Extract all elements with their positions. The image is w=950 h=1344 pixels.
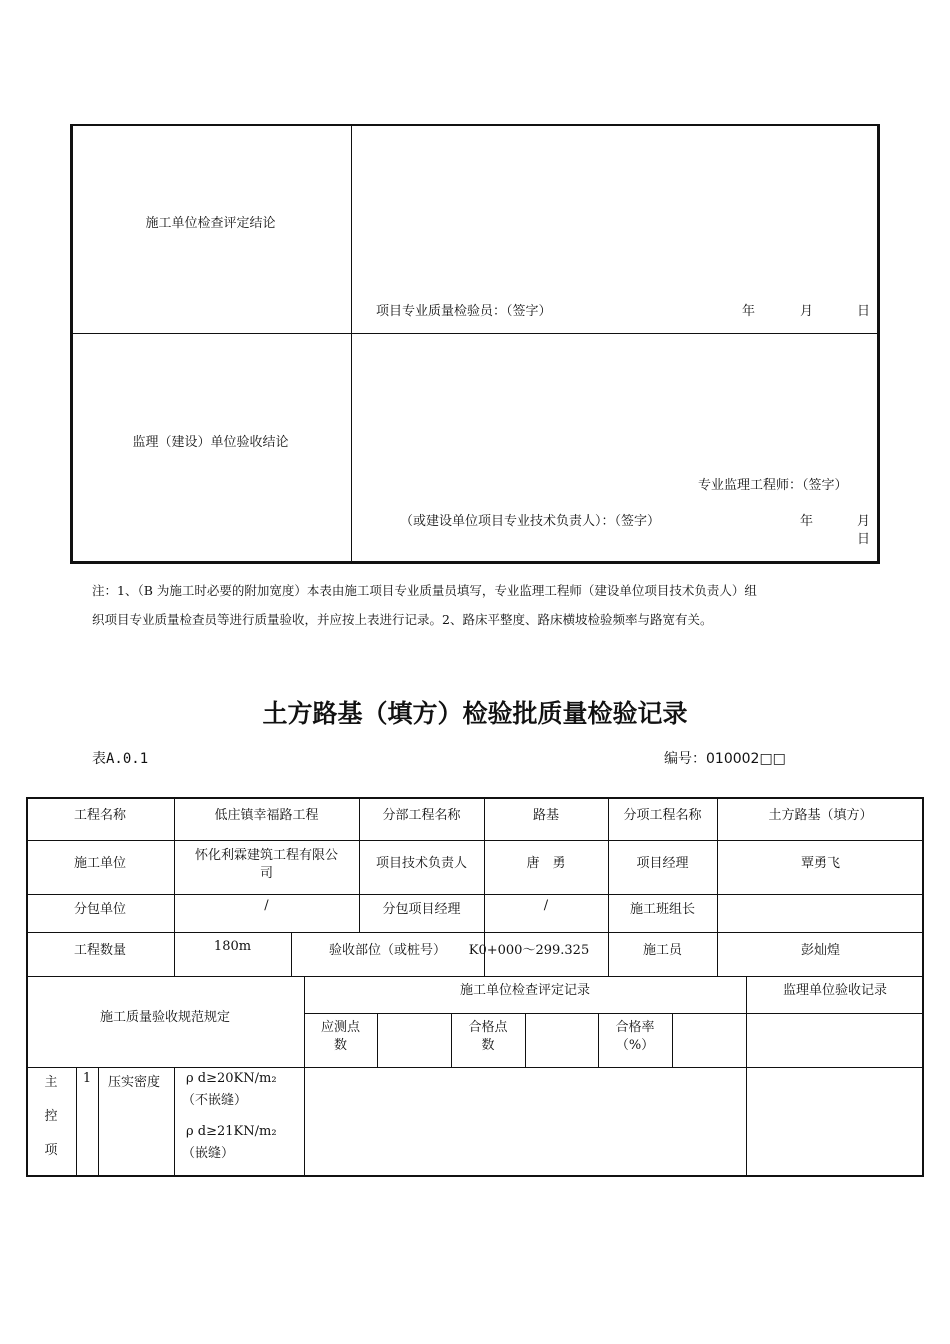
table-divider [377,1013,378,1067]
construction-unit-label: 施工单位 [73,856,126,871]
table-border [70,124,880,126]
conclusion-table [70,124,880,564]
construction-conclusion-label: 施工单位检查评定结论 [145,216,276,231]
item-project-label: 分项工程名称 [623,808,702,823]
table-border [70,561,880,564]
table-border [26,797,924,799]
construction-record-label: 施工单位检查评定记录 [459,983,590,998]
sub-pm-value: / [543,898,549,913]
sub-pm-label: 分包项目经理 [382,902,461,917]
location-value: K0+000～299.325 [468,943,590,958]
table-divider [98,1067,99,1177]
worker-label: 施工员 [642,943,682,958]
qualified-points-label: 数 [481,1038,495,1053]
requirement-line: ρ d≥21KN/m₂ [186,1124,277,1139]
inspector-sign-label: 项目专业质量检验员：（签字） [376,304,552,319]
project-manager-label: 项目经理 [636,856,689,871]
date-month: 月 [857,514,871,529]
table-divider [351,124,352,564]
table-divider [672,1013,673,1067]
table-border [877,124,880,564]
main-control-label: 主 [44,1075,58,1090]
subcontractor-value: / [264,898,269,913]
date-month: 月 [800,304,814,319]
table-border [70,124,73,564]
date-year: 年 [800,514,814,529]
tech-lead-value: 唐 勇 [526,856,566,871]
note-line-1: 注：1、（B 为施工时必要的附加宽度）本表由施工项目专业质量员填写，专业监理工程师（建设单位项目技术负责人）组 [92,583,757,598]
date-day: 日 [857,304,871,319]
project-manager-value: 覃勇飞 [800,856,840,871]
requirement-line: ρ d≥20KN/m₂ [186,1071,277,1086]
tech-lead-label: 项目技术负责人 [375,856,467,871]
table-divider [26,894,924,895]
requirement-line: （嵌缝） [182,1146,235,1161]
item-name: 压实密度 [108,1075,161,1090]
table-divider [525,1013,526,1067]
supervision-conclusion-label: 监理（建设）单位验收结论 [132,435,289,450]
serial-number: 编号：010002□□ [664,751,786,767]
date-year: 年 [742,304,756,319]
qualified-points-label: 合格点 [468,1020,508,1035]
project-name-label: 工程名称 [73,808,126,823]
requirement-line: （不嵌缝） [182,1093,248,1108]
project-name-value: 低庄镇幸福路工程 [214,808,319,823]
location-label: 验收部位（或桩号） [328,943,446,958]
quantity-label: 工程数量 [73,943,126,958]
worker-value: 彭灿煌 [800,943,840,958]
table-divider [26,976,924,977]
table-divider [304,976,305,1177]
pass-rate-label: 合格率 [615,1020,655,1035]
item-project-value: 土方路基（填方） [768,808,873,823]
sub-project-label: 分部工程名称 [382,808,461,823]
quantity-value: 180m [213,939,252,954]
table-divider [26,1067,924,1068]
table-border [26,1175,924,1177]
spec-label: 施工质量验收规范规定 [99,1010,230,1025]
table-number: 表A.0.1 [92,751,149,767]
table-divider [304,1013,924,1014]
table-divider [174,1067,175,1177]
table-divider [26,840,924,841]
construction-unit-value: 司 [259,866,273,881]
item-number: 1 [82,1071,92,1086]
subcontractor-label: 分包单位 [73,902,126,917]
table-divider [26,932,924,933]
supervision-record-label: 监理单位验收记录 [782,983,887,998]
sub-project-value: 路基 [532,808,559,823]
pass-rate-label: （%） [615,1038,655,1053]
inspection-record-table [26,797,924,1177]
document-title: 土方路基（填方）检验批质量检验记录 [262,699,688,728]
should-measure-label: 数 [333,1038,347,1053]
owner-sign-label: （或建设单位项目专业技术负责人）：（签字） [400,514,661,529]
main-control-label: 控 [44,1109,58,1124]
date-day: 日 [857,532,871,547]
construction-unit-value: 怀化利霖建筑工程有限公 [194,848,338,863]
supervisor-sign-label: 专业监理工程师：（签字） [698,478,848,493]
main-control-label: 项 [44,1143,58,1158]
note-line-2: 织项目专业质量检查员等进行质量验收，并应按上表进行记录。2、路床平整度、路床横坡检验频率与路宽有关。 [92,612,713,627]
team-leader-label: 施工班组长 [629,902,695,917]
should-measure-label: 应测点 [320,1020,360,1035]
table-divider [70,333,880,334]
table-divider [746,976,747,1177]
